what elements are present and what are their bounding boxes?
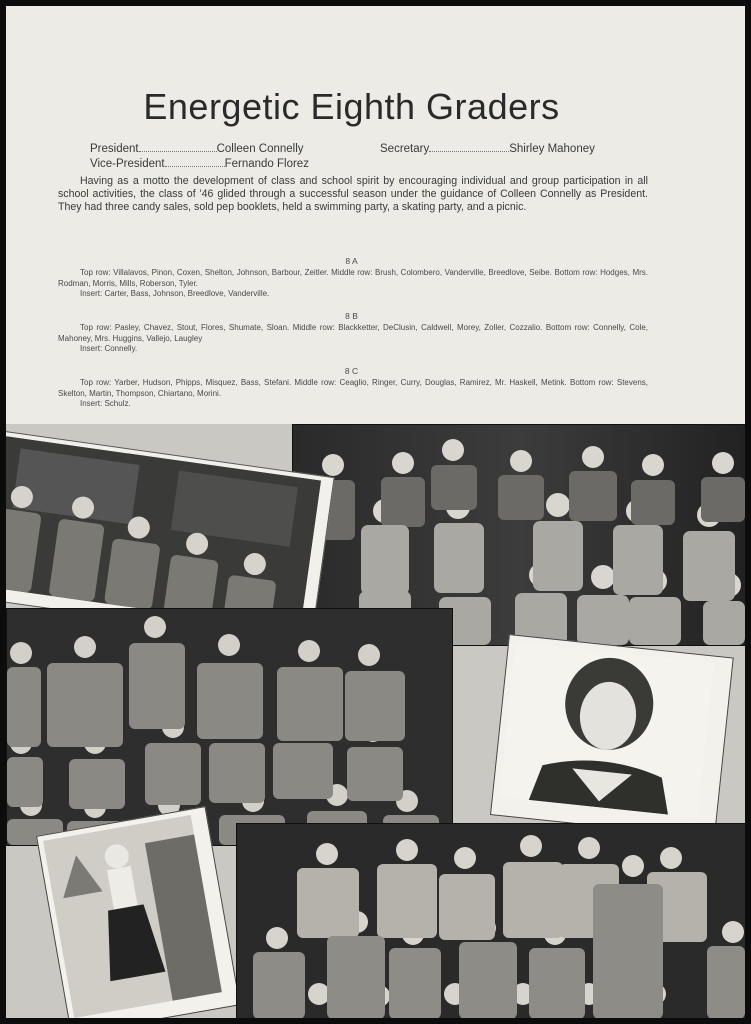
section-rows-8b (58, 323, 648, 355)
intro-paragraph: Having as a motto the development of class and school spirit by encouraging individual and group participation in all school activities, the class of '46 glided through a successful season under the guidance of Colleen Connelly as President. They had three candy sales, sold pep booklets, held a swimming party, a skating party, and a picnic. (58, 175, 648, 213)
class-photo-8c (236, 823, 745, 1018)
leader-dots (429, 142, 509, 152)
vice-president-line (90, 157, 309, 170)
caption-rows: Top row: Villalavos, Pinon, Coxen, Shelton, Johnson, Barbour, Zeitler. Middle row: Brush, Colombero, Vanderville, Breedlove, Seibe. Bottom row: Hodges, Mrs. Rodman, Morris, Mills, Roberson, Tyler. (58, 268, 648, 288)
portrait-insert-frame (490, 634, 734, 839)
section-rows-8c (58, 378, 648, 410)
secretary-name: Shirley Mahoney (509, 143, 595, 155)
section-heading-8a: 8 A (345, 256, 358, 266)
leader-dots (139, 142, 217, 152)
figure-insert-frame (36, 806, 240, 1018)
section-rows-8a (58, 268, 648, 300)
president-label: President (90, 143, 139, 155)
page-title: Energetic Eighth Graders (143, 86, 560, 127)
section-heading-8c: 8 C (344, 366, 359, 376)
vice-president-label: Vice-President (90, 158, 165, 170)
caption-rows: Top row: Pasley, Chavez, Stout, Flores, Shumate, Sloan. Middle row: Blackketter, DeClusin, Caldwell, Morey, Zoller, Cozzalio. Bottom row: Connelly, Cole, Mahoney, Mrs. Huggins, Vallejo, Laugley (58, 323, 648, 343)
secretary-line (380, 142, 595, 155)
figure-insert (43, 815, 222, 1018)
secretary-label: Secretary (380, 143, 430, 155)
vice-president-name: Fernando Florez (224, 158, 309, 170)
president-line (90, 142, 304, 155)
yearbook-page (6, 6, 745, 1018)
section-heading-8b: 8 B (345, 311, 358, 321)
caption-insert: Insert: Schulz. (80, 399, 131, 408)
portrait-insert (499, 642, 714, 818)
leader-dots (165, 157, 225, 167)
class-photo-8a (6, 608, 453, 846)
caption-insert: Insert: Connelly. (80, 344, 138, 353)
caption-insert: Insert: Carter, Bass, Johnson, Breedlove, Vanderville. (80, 289, 270, 298)
caption-rows: Top row: Yarber, Hudson, Phipps, Misquez, Bass, Stefani. Middle row: Ceaglio, Ringer, Curry, Douglas, Ramirez, Mr. Haskell, Metink. Bottom row: Stevens, Skelton, Martin, Thompson, Chiartano, Morini. (58, 378, 648, 398)
president-name: Colleen Connelly (216, 143, 304, 155)
